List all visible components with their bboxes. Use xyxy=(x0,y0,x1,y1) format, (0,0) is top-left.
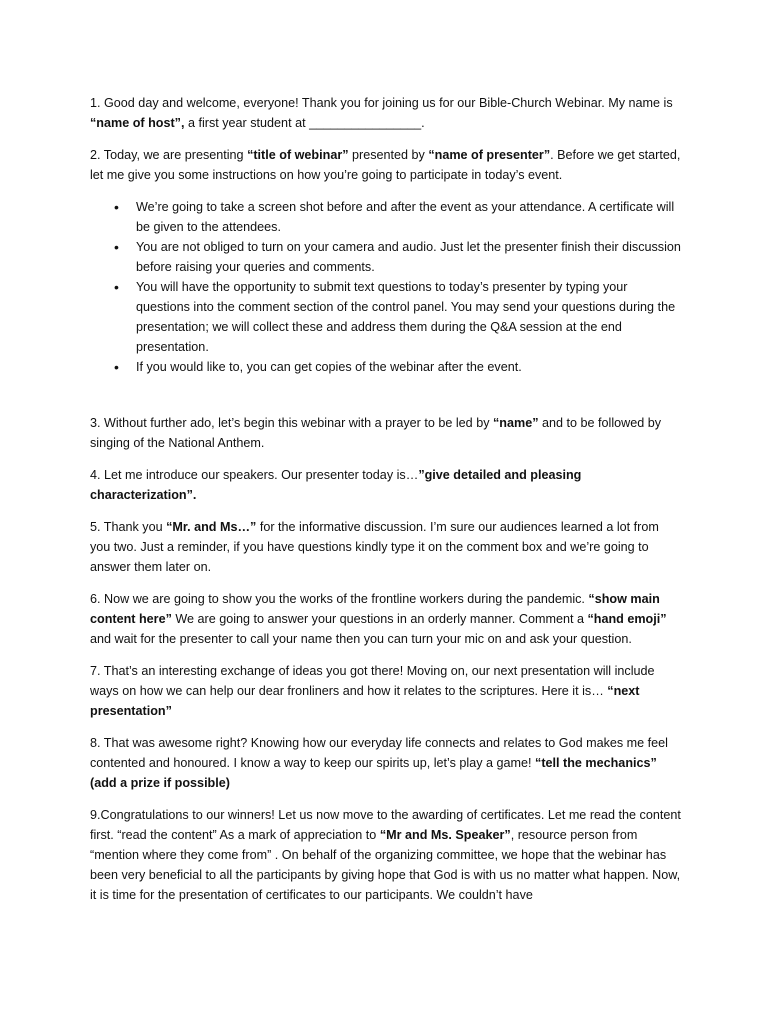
paragraph-6: 6. Now we are going to show you the works of the frontline workers during the pandemic. “show main content here” We are going to answer your questions in an orderly manner. Comment a “hand emoji” and wait for the presenter to call your name then you can turn your mic on and ask your question. xyxy=(90,592,667,646)
bullet-icon: • xyxy=(114,359,119,375)
paragraph-2: 2. Today, we are presenting “title of webinar” presented by “name of presenter”. Before we get started, let me give you some instructions on how you’re going to participate in today’s event. xyxy=(90,148,681,182)
paragraph-3: 3. Without further ado, let’s begin this webinar with a prayer to be led by “name” and to be followed by singing of the National Anthem. xyxy=(90,416,662,450)
section-spacer xyxy=(90,377,682,413)
paragraph-4: 4. Let me introduce our speakers. Our presenter today is…”give detailed and pleasing characterization”. xyxy=(90,468,582,502)
list-item: • You will have the opportunity to submit text questions to today’s presenter by typing your questions into the comment section of the control panel. You may send your questions during the presentation; we will collect these and address them during the Q&A session at the end presentation. xyxy=(114,279,676,354)
paragraph-8: 8. That was awesome right? Knowing how our everyday life connects and relates to God makes me feel contented and honoured. I know a way to keep our spirits up, let’s play a game! “tell the mechanics” (add a prize if possible) xyxy=(90,736,668,790)
paragraph-9: 9.Congratulations to our winners! Let us now move to the awarding of certificates. Let me read the content first. “read the content” As a mark of appreciation to “Mr and Ms. Speaker”, resource person from “mention where they come from” . On behalf of the organizing committee, we hope that the webinar has been very beneficial to all the participants by giving hope that God is with us no matter what happen. Now, it is time for the presentation of certificates to our participants. We couldn’t have xyxy=(90,808,681,902)
list-item: • We’re going to take a screen shot before and after the event as your attendance. A certificate will be given to the attendees. xyxy=(114,199,675,234)
paragraph-5: 5. Thank you “Mr. and Ms…” for the informative discussion. I’m sure our audiences learned a lot from you two. Just a reminder, if you have questions kindly type it on the comment box and we’re going to answer them later on. xyxy=(90,520,659,574)
paragraph-7: 7. That’s an interesting exchange of ideas you got there! Moving on, our next presentation will include ways on how we can help our dear fronliners and how it relates to the scriptures. Here it is… “next presentation” xyxy=(90,664,655,718)
bullet-icon: • xyxy=(114,239,119,255)
bullet-icon: • xyxy=(114,199,119,215)
paragraph-1: 1. Good day and welcome, everyone! Thank you for joining us for our Bible-Church Webinar. My name is “name of host”, a first year student at ________________. xyxy=(90,96,673,130)
list-item: • You are not obliged to turn on your camera and audio. Just let the presenter finish their discussion before raising your queries and comments. xyxy=(114,239,681,274)
bullet-icon: • xyxy=(114,279,119,295)
list-item: • If you would like to, you can get copies of the webinar after the event. xyxy=(114,359,522,375)
instruction-list xyxy=(90,197,682,377)
